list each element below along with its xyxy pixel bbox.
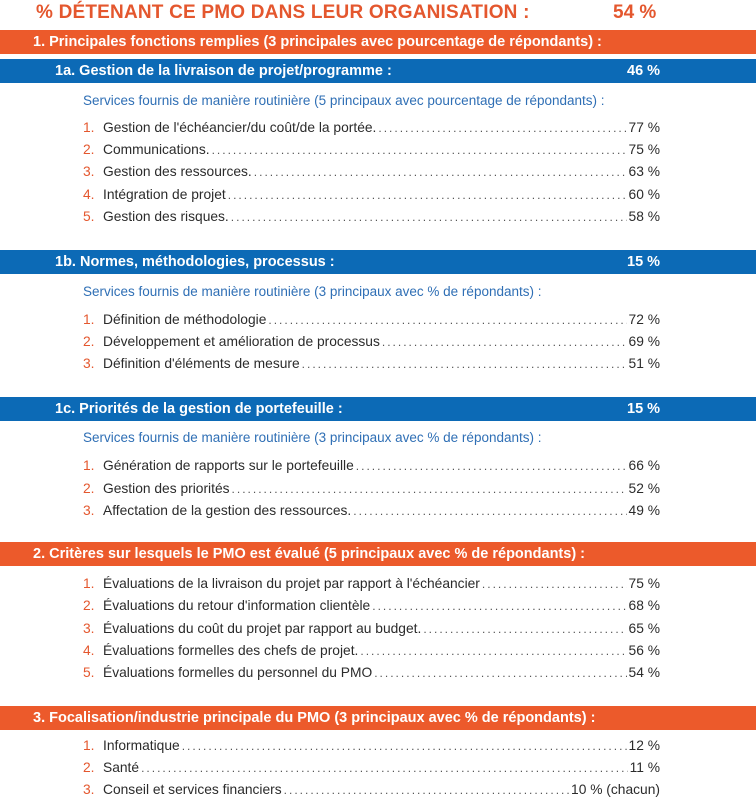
leader-dots xyxy=(372,599,626,613)
leader-dots xyxy=(182,739,627,753)
item-number: 3. xyxy=(83,621,95,636)
item-number: 1. xyxy=(83,120,95,135)
section-1b-subtitle: Services fournis de manière routinière (3 principaux avec % de répondants) : xyxy=(83,284,542,299)
item-value: 60 % xyxy=(628,187,660,202)
item-number: 1. xyxy=(83,312,95,327)
section-1-title: 1. Principales fonctions remplies (3 principales avec pourcentage de répondants) : xyxy=(33,34,602,50)
leader-dots xyxy=(254,165,627,179)
leader-dots xyxy=(284,783,569,797)
section-2-header xyxy=(0,542,756,566)
list-item xyxy=(83,503,660,523)
item-label: Informatique xyxy=(103,738,180,753)
list-item xyxy=(83,481,660,501)
section-1-header xyxy=(0,30,756,54)
list-item xyxy=(83,665,660,685)
item-number: 1. xyxy=(83,738,95,753)
item-number: 3. xyxy=(83,356,95,371)
item-value: 58 % xyxy=(628,209,660,224)
section-1b-title: 1b. Normes, méthodologies, processus : xyxy=(55,254,335,270)
item-value: 75 % xyxy=(628,142,660,157)
item-label: Gestion de l'échéancier/du coût/de la portée. xyxy=(103,120,377,135)
leader-dots xyxy=(231,210,627,224)
page-title-percentage: 54 % xyxy=(613,2,657,23)
list-item xyxy=(83,621,660,641)
leader-dots xyxy=(482,577,627,591)
item-number: 5. xyxy=(83,209,95,224)
item-number: 3. xyxy=(83,782,95,797)
section-1c-subtitle: Services fournis de manière routinière (3 principaux avec % de répondants) : xyxy=(83,430,542,445)
item-value: 68 % xyxy=(628,598,660,613)
section-1a-title: 1a. Gestion de la livraison de projet/programme : xyxy=(55,63,392,79)
item-value: 65 % xyxy=(628,621,660,636)
leader-dots xyxy=(378,121,626,135)
item-label: Définition de méthodologie xyxy=(103,312,267,327)
leader-dots xyxy=(356,459,627,473)
item-number: 2. xyxy=(83,760,95,775)
item-number: 1. xyxy=(83,458,95,473)
list-item xyxy=(83,142,660,162)
section-3-header xyxy=(0,706,756,730)
list-item xyxy=(83,356,660,376)
item-value: 69 % xyxy=(628,334,660,349)
section-1c-header xyxy=(0,397,756,421)
page-title-label: % DÉTENANT CE PMO DANS LEUR ORGANISATION : xyxy=(36,2,530,23)
leader-dots xyxy=(228,188,627,202)
leader-dots xyxy=(302,357,627,371)
leader-dots xyxy=(212,143,627,157)
list-item xyxy=(83,760,660,780)
section-1a-subtitle: Services fournis de manière routinière (5 principaux avec pourcentage de répondants) : xyxy=(83,93,605,108)
item-label: Évaluations formelles des chefs de projet. xyxy=(103,643,359,658)
leader-dots xyxy=(360,644,626,658)
list-item xyxy=(83,643,660,663)
leader-dots xyxy=(268,313,626,327)
list-item xyxy=(83,312,660,332)
item-label: Évaluations du coût du projet par rapport au budget. xyxy=(103,621,422,636)
list-item xyxy=(83,120,660,140)
item-label: Génération de rapports sur le portefeuille xyxy=(103,458,354,473)
item-value: 66 % xyxy=(628,458,660,473)
item-value: 54 % xyxy=(628,665,660,680)
item-label: Évaluations du retour d'information clientèle xyxy=(103,598,371,613)
list-item xyxy=(83,782,660,801)
item-label: Santé xyxy=(103,760,140,775)
section-1c-title: 1c. Priorités de la gestion de portefeuille : xyxy=(55,401,343,417)
item-number: 2. xyxy=(83,334,95,349)
list-item xyxy=(83,187,660,207)
item-number: 5. xyxy=(83,665,95,680)
item-value: 77 % xyxy=(628,120,660,135)
item-number: 2. xyxy=(83,481,95,496)
list-item xyxy=(83,738,660,758)
item-value: 11 % xyxy=(629,760,660,775)
item-number: 2. xyxy=(83,142,95,157)
item-number: 2. xyxy=(83,598,95,613)
leader-dots xyxy=(374,666,626,680)
leader-dots xyxy=(232,482,627,496)
item-value: 49 % xyxy=(628,503,660,518)
item-number: 3. xyxy=(83,164,95,179)
list-item xyxy=(83,164,660,184)
section-1c-percentage: 15 % xyxy=(627,401,661,417)
list-item xyxy=(83,458,660,478)
section-1a-header xyxy=(0,59,756,83)
item-label: Évaluations de la livraison du projet par rapport à l'échéancier xyxy=(103,576,480,591)
item-value: 52 % xyxy=(628,481,660,496)
section-1a-percentage: 46 % xyxy=(627,63,661,79)
item-label: Gestion des ressources. xyxy=(103,164,252,179)
item-value: 63 % xyxy=(628,164,660,179)
item-number: 1. xyxy=(83,576,95,591)
section-3-title: 3. Focalisation/industrie principale du PMO (3 principaux avec % de répondants) : xyxy=(33,710,596,726)
section-1b-header xyxy=(0,250,756,274)
item-value: 10 % (chacun) xyxy=(571,782,660,797)
item-label: Développement et amélioration de processus xyxy=(103,334,380,349)
item-label: Gestion des priorités xyxy=(103,481,230,496)
item-number: 4. xyxy=(83,187,95,202)
item-label: Intégration de projet xyxy=(103,187,226,202)
item-label: Définition d'éléments de mesure xyxy=(103,356,300,371)
item-value: 75 % xyxy=(628,576,660,591)
leader-dots xyxy=(423,622,626,636)
item-label: Évaluations formelles du personnel du PMO xyxy=(103,665,373,680)
item-value: 72 % xyxy=(628,312,660,327)
item-value: 56 % xyxy=(628,643,660,658)
item-label: Communications. xyxy=(103,142,210,157)
section-1b-percentage: 15 % xyxy=(627,254,661,270)
item-label: Conseil et services financiers xyxy=(103,782,282,797)
leader-dots xyxy=(353,504,626,518)
list-item xyxy=(83,576,660,596)
item-value: 51 % xyxy=(628,356,660,371)
list-item xyxy=(83,209,660,229)
section-2-title: 2. Critères sur lesquels le PMO est évalué (5 principaux avec % de répondants) : xyxy=(33,546,586,562)
item-label: Gestion des risques. xyxy=(103,209,229,224)
list-item xyxy=(83,334,660,354)
item-label: Affectation de la gestion des ressources. xyxy=(103,503,352,518)
leader-dots xyxy=(141,761,628,775)
leader-dots xyxy=(382,335,627,349)
item-value: 12 % xyxy=(628,738,660,753)
item-number: 4. xyxy=(83,643,95,658)
list-item xyxy=(83,598,660,618)
item-number: 3. xyxy=(83,503,95,518)
page-title xyxy=(0,0,756,26)
